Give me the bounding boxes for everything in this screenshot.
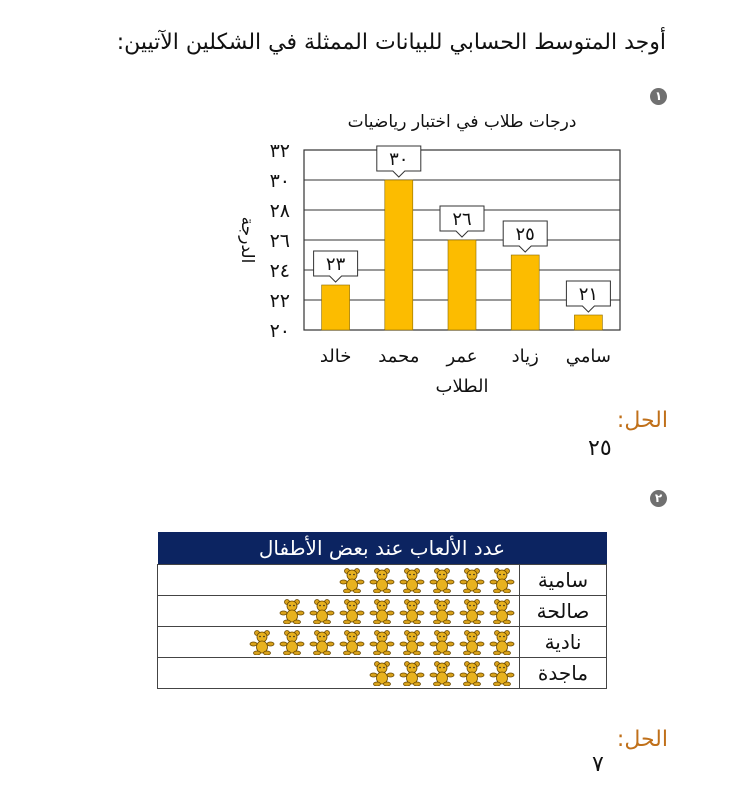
teddy-bear-icon bbox=[429, 660, 455, 686]
row-icons bbox=[158, 627, 520, 658]
teddy-bear-icon bbox=[309, 629, 335, 655]
data-label: ٢٦ bbox=[452, 209, 472, 230]
pictograph-title: عدد الألعاب عند بعض الأطفال bbox=[158, 532, 607, 565]
solution-1-value: ٢٥ bbox=[588, 436, 612, 461]
y-axis-label: الدرجة bbox=[237, 216, 257, 264]
teddy-bear-icon bbox=[489, 629, 515, 655]
data-label: ٢٥ bbox=[515, 224, 535, 245]
row-icons bbox=[158, 658, 520, 689]
teddy-bear-icon bbox=[279, 598, 305, 624]
table-row bbox=[158, 627, 607, 658]
table-row bbox=[158, 565, 607, 596]
solution-2-value: ٧ bbox=[592, 752, 604, 777]
chart-title: درجات طلاب في اختبار رياضيات bbox=[347, 112, 577, 132]
teddy-bear-icon bbox=[429, 629, 455, 655]
data-label: ٢٣ bbox=[325, 254, 346, 275]
x-tick-label: خالد bbox=[319, 346, 352, 367]
y-tick-label: ٢٨ bbox=[269, 200, 290, 222]
teddy-bear-icon bbox=[339, 629, 365, 655]
teddy-bear-icon bbox=[429, 598, 455, 624]
table-row bbox=[158, 658, 607, 689]
bar bbox=[574, 315, 602, 330]
data-label: ٢١ bbox=[578, 284, 599, 305]
x-tick-label: سامي bbox=[565, 346, 612, 367]
x-axis-label: الطلاب bbox=[435, 376, 489, 397]
teddy-bear-icon bbox=[489, 660, 515, 686]
teddy-bear-icon bbox=[459, 567, 485, 593]
teddy-bear-icon bbox=[399, 629, 425, 655]
teddy-bear-icon bbox=[459, 598, 485, 624]
teddy-bear-icon bbox=[369, 567, 395, 593]
teddy-bear-icon bbox=[249, 629, 275, 655]
teddy-bear-icon bbox=[369, 598, 395, 624]
row-name: ماجدة bbox=[520, 658, 607, 689]
row-name: صالحة bbox=[520, 596, 607, 627]
teddy-bear-icon bbox=[489, 598, 515, 624]
y-tick-label: ٢٦ bbox=[269, 230, 290, 252]
bar bbox=[385, 180, 413, 330]
y-tick-label: ٢٤ bbox=[269, 260, 290, 282]
bar bbox=[511, 255, 539, 330]
x-tick-label: محمد bbox=[378, 346, 420, 367]
teddy-bear-icon bbox=[459, 660, 485, 686]
teddy-bear-icon bbox=[429, 567, 455, 593]
solution-2-label: الحل: bbox=[616, 727, 668, 752]
y-tick-label: ٣٠ bbox=[269, 170, 290, 192]
teddy-bear-icon bbox=[489, 567, 515, 593]
y-tick-label: ٢٢ bbox=[269, 290, 290, 312]
teddy-bear-icon bbox=[309, 598, 335, 624]
teddy-bear-icon bbox=[399, 567, 425, 593]
y-tick-label: ٢٠ bbox=[269, 320, 290, 342]
bar-chart bbox=[200, 105, 640, 405]
table-row bbox=[158, 596, 607, 627]
teddy-bear-icon bbox=[369, 629, 395, 655]
solution-1-label: الحل: bbox=[616, 408, 668, 433]
bar bbox=[322, 285, 350, 330]
problem-2-number: ٢ bbox=[650, 490, 667, 507]
teddy-bear-icon bbox=[339, 567, 365, 593]
teddy-bear-icon bbox=[459, 629, 485, 655]
bar bbox=[448, 240, 476, 330]
row-icons bbox=[158, 565, 520, 596]
x-tick-label: زياد bbox=[511, 346, 539, 367]
row-name: سامية bbox=[520, 565, 607, 596]
teddy-bear-icon bbox=[339, 598, 365, 624]
teddy-bear-icon bbox=[399, 660, 425, 686]
pictograph-table bbox=[157, 532, 607, 689]
page-heading: أوجد المتوسط الحسابي للبيانات الممثلة في الشكلين الآتيين: bbox=[116, 30, 666, 55]
teddy-bear-icon bbox=[369, 660, 395, 686]
teddy-bear-icon bbox=[399, 598, 425, 624]
data-label: ٣٠ bbox=[389, 149, 409, 170]
x-tick-label: عمر bbox=[446, 346, 478, 367]
row-name: نادية bbox=[520, 627, 607, 658]
y-tick-label: ٣٢ bbox=[269, 140, 290, 162]
row-icons bbox=[158, 596, 520, 627]
teddy-bear-icon bbox=[279, 629, 305, 655]
problem-1-number: ١ bbox=[650, 88, 667, 105]
